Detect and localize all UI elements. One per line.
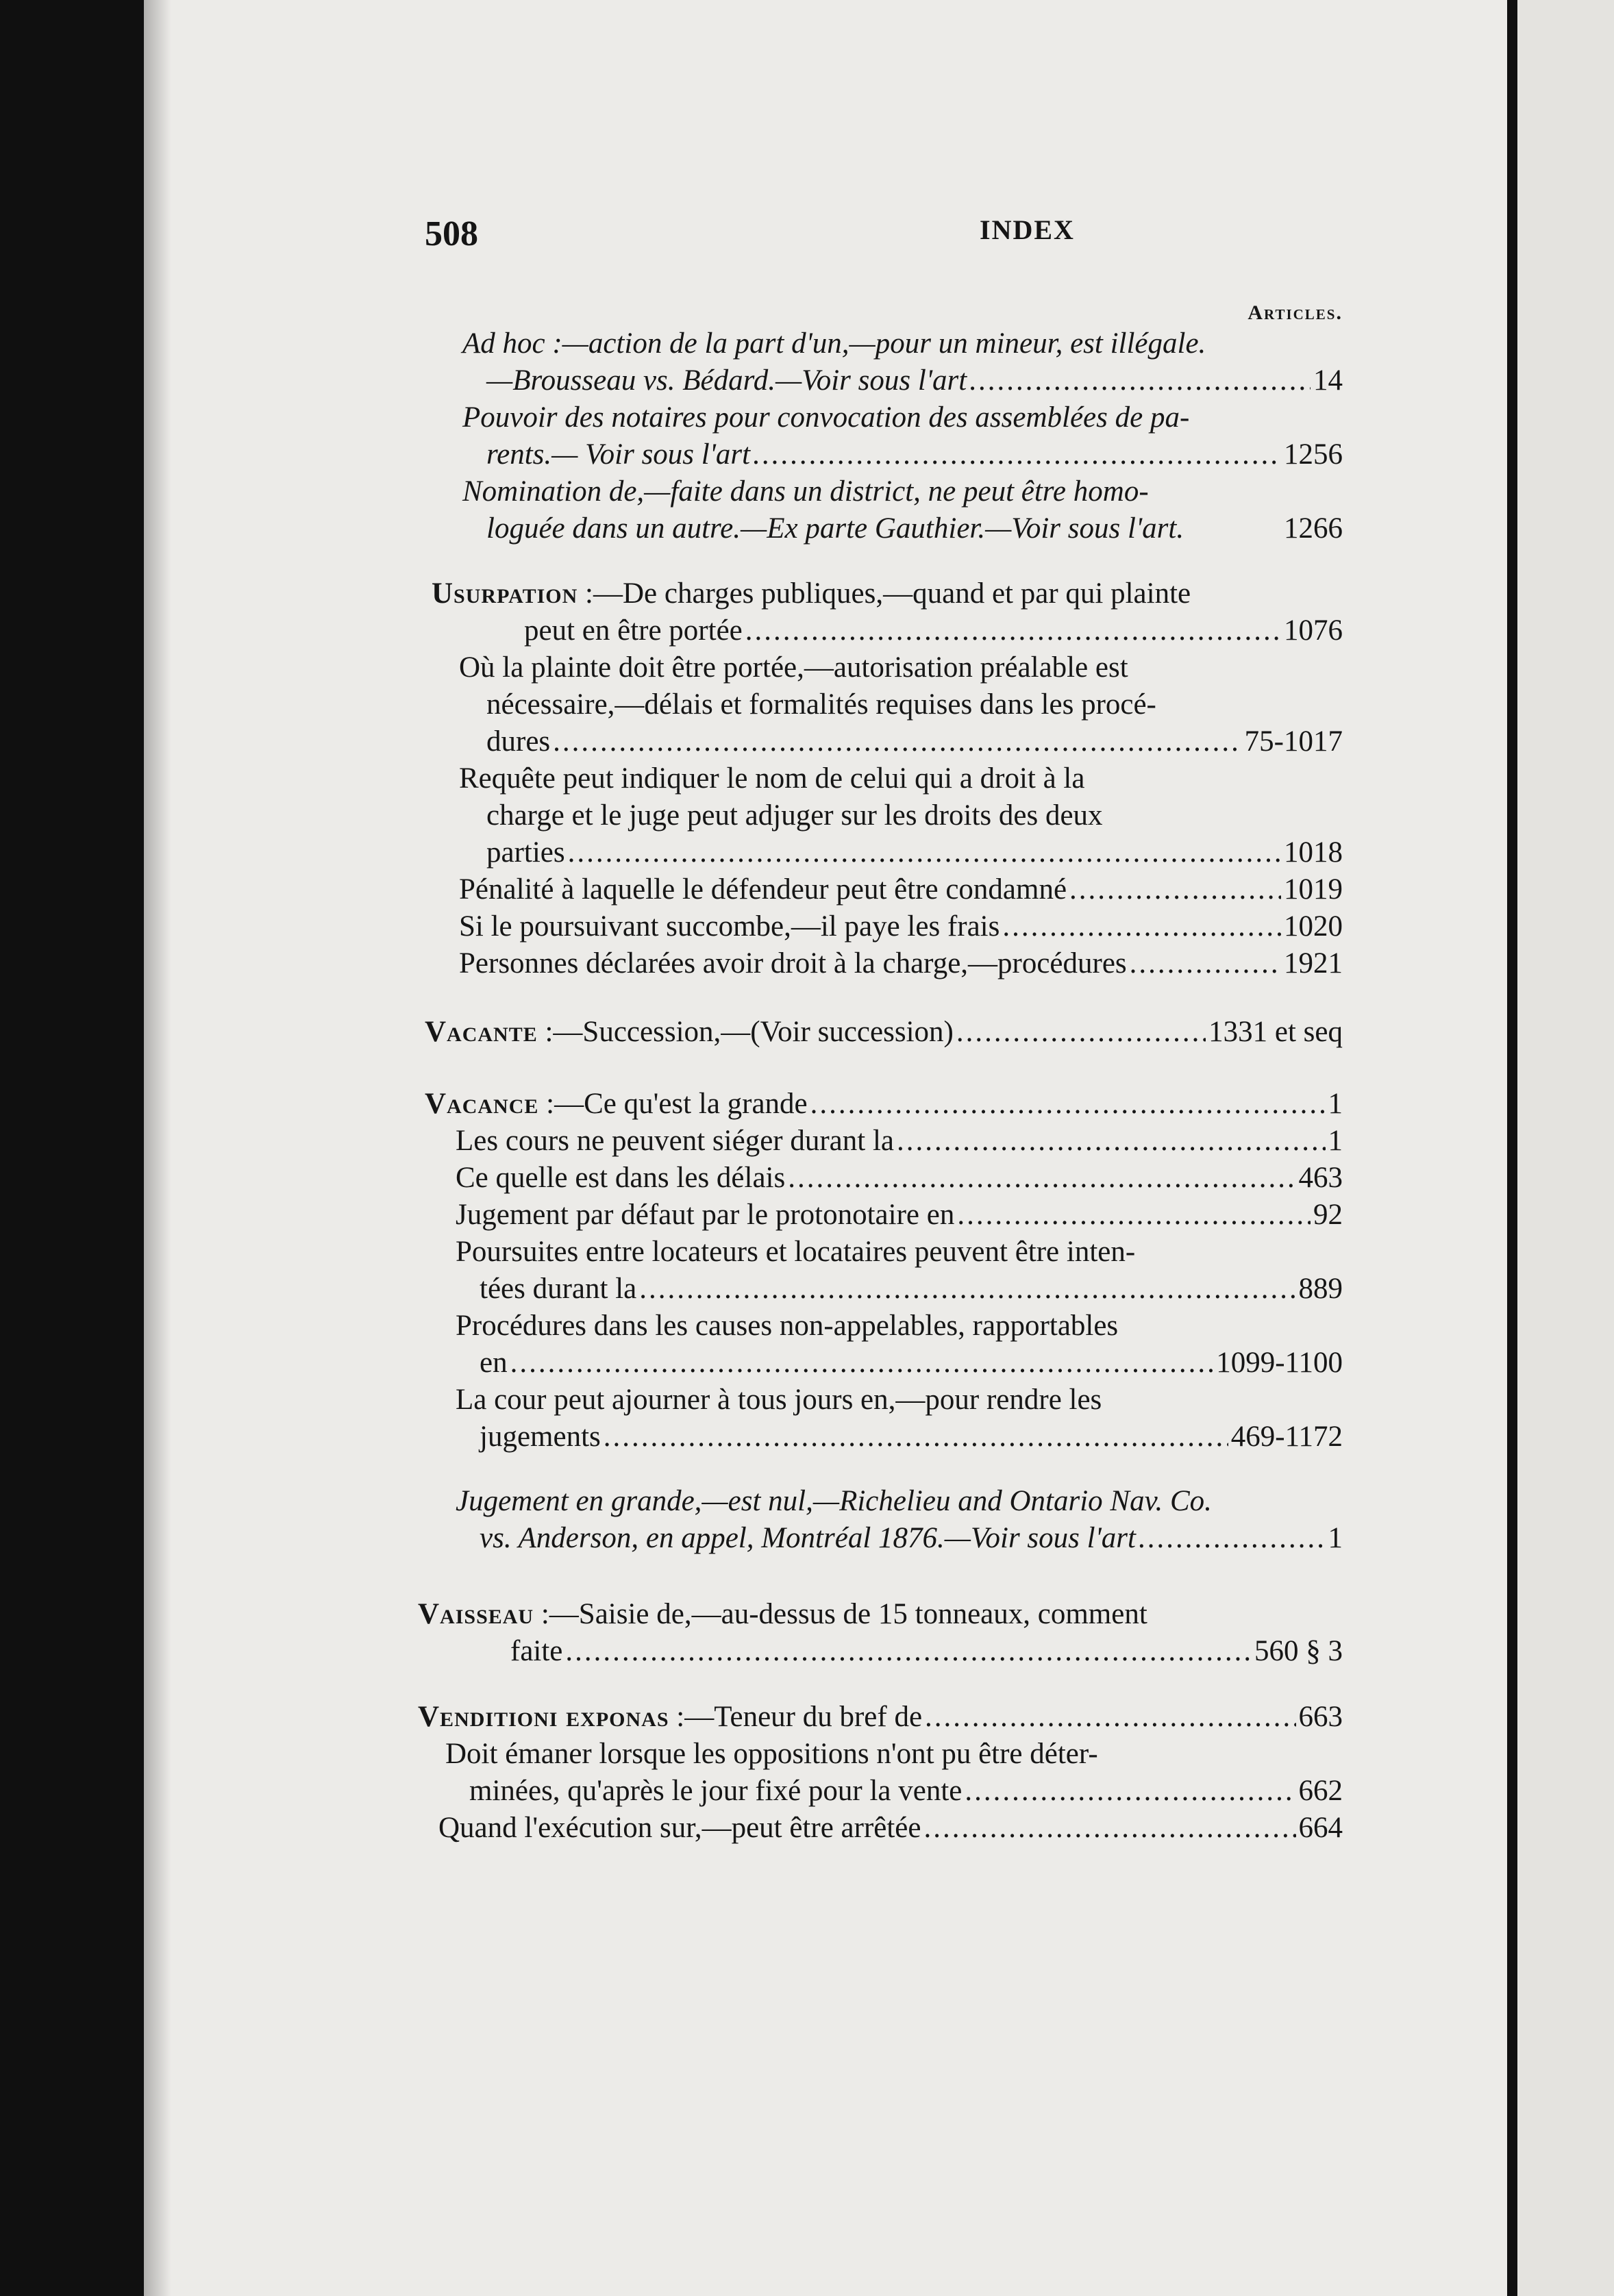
page-edge-shadow xyxy=(144,0,171,2296)
entry-text: Ce quelle est dans les délais xyxy=(456,1162,786,1194)
leader-dots xyxy=(753,436,1281,473)
entry-heading: Vaisseau xyxy=(418,1598,534,1630)
entry-text: jugements xyxy=(480,1421,601,1453)
entry-heading: Vacance xyxy=(425,1088,539,1120)
entry-text: :—Ce qu'est la grande xyxy=(546,1088,808,1120)
entry-line xyxy=(459,908,1343,945)
entry-text: Si le poursuivant succombe,—il paye les frais xyxy=(459,910,1000,943)
entry-line: charge et le juge peut adjuger sur les droits des deux xyxy=(486,799,1103,832)
entry-line xyxy=(418,1699,1343,1736)
entry-line xyxy=(480,1520,1343,1557)
article-ref: 664 xyxy=(1298,1812,1343,1844)
leader-dots xyxy=(1139,1520,1326,1557)
article-ref: 14 xyxy=(1313,364,1343,397)
entry-line xyxy=(480,1345,1343,1382)
entry-line: Où la plainte doit être portée,—autorisation préalable est xyxy=(459,651,1128,684)
article-ref: 1331 et seq xyxy=(1208,1016,1343,1048)
entry-line: Requête peut indiquer le nom de celui qui a droit à la xyxy=(459,762,1085,795)
entry-text: Jugement par défaut par le protonotaire en xyxy=(456,1199,955,1231)
entry-line xyxy=(486,510,1343,547)
entry-heading: Usurpation xyxy=(432,577,578,610)
entry-line: Poursuites entre locateurs et locataires peuvent être inten- xyxy=(456,1236,1136,1268)
leader-dots xyxy=(923,1810,1295,1847)
entry-line xyxy=(486,436,1343,473)
entry-line: La cour peut ajourner à tous jours en,—pour rendre les xyxy=(456,1384,1102,1416)
entry-line xyxy=(469,1773,1343,1810)
article-ref: 1921 xyxy=(1284,947,1343,979)
entry-line xyxy=(480,1419,1343,1456)
article-ref: 889 xyxy=(1298,1273,1343,1305)
running-title: INDEX xyxy=(980,214,1075,245)
entry-line xyxy=(480,1271,1343,1308)
leader-dots xyxy=(788,1160,1295,1197)
entry-line xyxy=(486,362,1343,399)
entry-text: tées durant la xyxy=(480,1273,637,1305)
leader-dots xyxy=(565,1633,1252,1670)
leader-dots xyxy=(969,362,1311,399)
leader-dots xyxy=(810,1086,1326,1123)
entry-line xyxy=(456,1160,1343,1197)
entry-text: :—Succession,—(Voir succession) xyxy=(545,1016,954,1048)
leader-dots xyxy=(925,1699,1295,1736)
entry-heading: Vacante xyxy=(425,1016,538,1048)
article-ref: 663 xyxy=(1298,1701,1343,1733)
leader-dots xyxy=(1069,871,1281,908)
entry-line xyxy=(418,1596,1147,1633)
entry-line xyxy=(456,1123,1343,1160)
page-number: 508 xyxy=(425,214,478,253)
leader-dots xyxy=(604,1419,1228,1456)
entry-text: rents.— Voir sous l'art xyxy=(486,438,751,471)
entry-text: Personnes déclarées avoir droit à la charge,—procédures xyxy=(459,947,1127,979)
entry-line xyxy=(425,1014,1343,1051)
article-ref: 1 xyxy=(1328,1125,1343,1157)
entry-line: Nomination de,—faite dans un district, ne peut être homo- xyxy=(462,475,1149,508)
entry-line: Doit émaner lorsque les oppositions n'ont pu être déter- xyxy=(445,1738,1098,1770)
article-ref: 469-1172 xyxy=(1230,1421,1343,1453)
article-ref: 1019 xyxy=(1284,873,1343,906)
article-ref: 1256 xyxy=(1284,438,1343,471)
entry-line xyxy=(456,1197,1343,1234)
leader-dots xyxy=(957,1197,1311,1234)
entry-text: faite xyxy=(510,1635,563,1667)
entry-line: Jugement en grande,—est nul,—Richelieu and Ontario Nav. Co. xyxy=(456,1485,1212,1517)
entry-line: Pouvoir des notaires pour convocation des assemblées de pa- xyxy=(462,401,1190,434)
article-ref: 1076 xyxy=(1284,614,1343,647)
entry-text: :—Saisie de,—au-dessus de 15 tonneaux, comment xyxy=(541,1598,1147,1630)
entry-text: Quand l'exécution sur,—peut être arrêtée xyxy=(438,1812,921,1844)
entry-line xyxy=(524,612,1343,649)
entry-line xyxy=(459,871,1343,908)
leader-dots xyxy=(1130,945,1281,982)
entry-text: vs. Anderson, en appel, Montréal 1876.—Voir sous l'art xyxy=(480,1522,1136,1554)
article-ref: 463 xyxy=(1298,1162,1343,1194)
entry-text: minées, qu'après le jour fixé pour la vente xyxy=(469,1775,963,1807)
entry-text: —Brousseau vs. Bédard.—Voir sous l'art xyxy=(486,364,967,397)
leader-dots xyxy=(568,834,1281,871)
entry-line xyxy=(486,834,1343,871)
article-ref: 1099-1100 xyxy=(1216,1347,1343,1379)
leader-dots xyxy=(1002,908,1281,945)
articles-column-label: Articles. xyxy=(1247,301,1343,324)
entry-text: dures xyxy=(486,725,551,758)
leader-dots xyxy=(956,1014,1206,1051)
entry-text: Pénalité à laquelle le défendeur peut être condamné xyxy=(459,873,1067,906)
entry-line xyxy=(432,575,1191,612)
article-ref: 75-1017 xyxy=(1244,725,1343,758)
entry-line xyxy=(438,1810,1343,1847)
entry-line: nécessaire,—délais et formalités requises dans les procé- xyxy=(486,688,1156,721)
entry-text: peut en être portée xyxy=(524,614,743,647)
entry-line xyxy=(486,723,1343,760)
entry-text: Les cours ne peuvent siéger durant la xyxy=(456,1125,894,1157)
entry-text: en xyxy=(480,1347,508,1379)
article-ref: 92 xyxy=(1313,1199,1343,1231)
leader-dots xyxy=(553,723,1242,760)
entry-line: Procédures dans les causes non-appelables, rapportables xyxy=(456,1310,1119,1342)
entry-text: parties xyxy=(486,836,565,869)
article-ref: 1 xyxy=(1328,1088,1343,1120)
leader-dots xyxy=(897,1123,1326,1160)
entry-heading: Venditioni exponas xyxy=(418,1701,669,1733)
article-ref: 662 xyxy=(1298,1775,1343,1807)
adjacent-page-edge xyxy=(1517,0,1614,2296)
article-ref: 1 xyxy=(1328,1522,1343,1554)
leader-dots xyxy=(639,1271,1295,1308)
entry-text: :—Teneur du bref de xyxy=(676,1701,923,1733)
book-page xyxy=(144,0,1507,2296)
article-ref: 1020 xyxy=(1284,910,1343,943)
leader-dots xyxy=(745,612,1281,649)
entry-line xyxy=(425,1086,1343,1123)
entry-text: :—De charges publiques,—quand et par qui plainte xyxy=(585,577,1191,610)
leader-dots xyxy=(965,1773,1295,1810)
page-header xyxy=(144,214,1507,255)
article-ref: 560 § 3 xyxy=(1254,1635,1343,1667)
article-ref: 1266 xyxy=(1284,512,1343,545)
entry-line xyxy=(510,1633,1343,1670)
entry-text: loguée dans un autre.—Ex parte Gauthier.—Voir sous l'art. xyxy=(486,512,1184,545)
article-ref: 1018 xyxy=(1284,836,1343,869)
leader-dots xyxy=(510,1345,1214,1382)
entry-line: Ad hoc :—action de la part d'un,—pour un mineur, est illégale. xyxy=(462,327,1206,360)
entry-line xyxy=(459,945,1343,982)
